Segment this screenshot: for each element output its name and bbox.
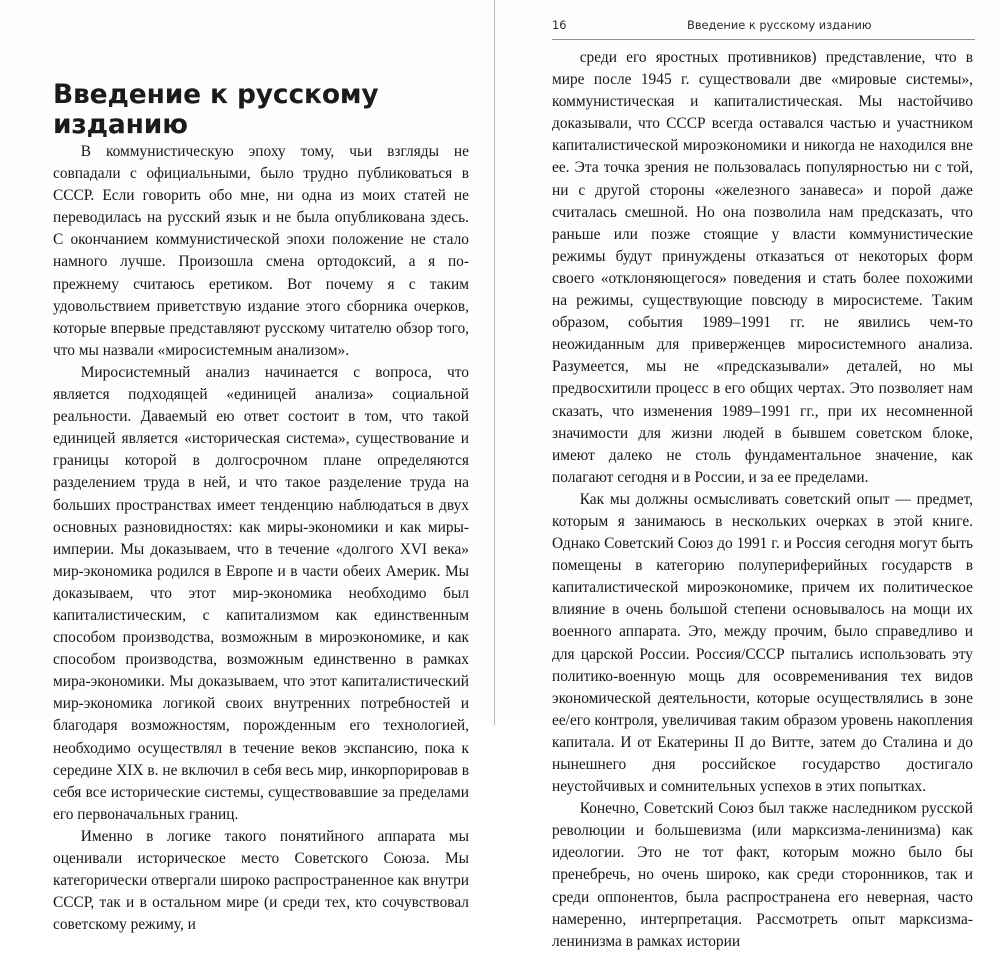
running-header xyxy=(552,18,975,36)
right-page xyxy=(495,0,1000,950)
left-page xyxy=(0,0,494,934)
chapter-title: Введение к русскому изданию xyxy=(53,78,379,141)
right-page-body xyxy=(552,47,973,953)
running-header-rule xyxy=(552,39,975,40)
paragraph: Как мы должны осмысливать советский опыт — предмет, которым я занимаюсь в нескольких очерках в этой книге. Однако Советский Союз до 1991 г. и Россия сегодня могут быть помещены в категорию полупериферийных государств в капиталистической мироэкономике, причем их политическое влияние в очень большой степени основывалось на мощи их военного аппарата. Это, между прочим, было справедливо и для царской России. Россия/СССР пытались использовать эту политико-военную мощь для осовременивания тех видов экономической деятельности, которые осуществлялись в зоне ее/его контроля, увеличивая таким образом уровень накопления капитала. И от Екатерины II до Витте, затем до Сталина и до нынешнего дня российское государство достигало неустойчивых и сомнительных успехов в этих попытках. xyxy=(552,490,973,796)
running-head-title: Введение к русскому изданию xyxy=(687,18,872,32)
page-number: 16 xyxy=(552,18,567,32)
paragraph: Именно в логике такого понятийного аппарата мы оценивали историческое место Советского Союза. Мы категорически отвергали широко распространенное как внутри СССР, так и в остальном мире (и среди тех, кто сочувствовал советскому режиму, и xyxy=(53,827,470,934)
paragraph: В коммунистическую эпоху тому, чьи взгляды не совпадали с официальными, было трудно публиковаться в СССР. Если говорить обо мне, ни одна из моих статей не переводилась на русский язык и не была опубликована здесь. С окончанием коммунистической эпохи положение не стало намного лучше. Произошла смена ортодоксий, а я по-прежнему считаюсь еретиком. Вот почему я с таким удовольствием приветствую издание этого сборника очерков, которые впервые представляют русскому читателю обзор того, что мы назвали «миросистемным анализом». xyxy=(53,143,469,359)
paragraph: Миросистемный анализ начинается с вопроса, что является подходящей «единицей анализа» социальной реальности. Даваемый ею ответ состоит в том, что такой единицей является «историческая система», существование и границы которой в долгосрочном плане определяются разделением труда в ней, и что такое разделение труда на больших пространствах имеет тенденцию наблюдаться в двух основных разновидностях: как миры-экономики и как миры-империи. Мы доказываем, что в течение «долгого XVI века» мир-экономика родился в Европе и в части обеих Америк. Мы доказываем, что этот мир-экономика необходимо был капиталистическим, с капитализмом как единственным способом производства, возможным в мироэкономике, и как способом производства, возможным единственно в рамках мира-экономики. Мы доказываем, что этот капиталистический мир-экономика логикой своих внутренних потребностей и благодаря возможностям, порожденным его технологией, необходимо осуществлял в течение веков экспансию, пока к середине XIX в. не включил в себя весь мир, инкорпорировав в себя все исторические системы, существовавшие за пределами его первоначальных границ. xyxy=(53,363,469,823)
paragraph: Конечно, Советский Союз был также наследником русской революции и большевизма (или марксизма-ленинизма) как идеологии. Это не тот факт, которым можно было бы пренебречь, но очень широко, как среди сторонников, так и среди оппонентов, была распространена его неверная, часто намеренно, интерпретация. Рассмотреть опыт марксизма-ленинизма в рамках истории xyxy=(552,800,973,950)
left-page-body xyxy=(53,141,469,936)
paragraph: среди его яростных противников) представление, что в мире после 1945 г. существовали две «мировые системы», коммунистическая и капиталистическая. Мы настойчиво доказывали, что СССР всегда оставался частью и участником капиталистической мироэкономики и никогда не находился вне ее. Эта точка зрения не пользовалась популярностью ни с той, ни с другой стороны «железного занавеса» и порой даже считалась смешной. Но она позволила нам предсказать, что раньше или позже стоящие у власти коммунистические режимы будут принуждены отказаться от некоторых форм своего «отклоняющегося» поведения и стать более похожими на режимы, существующие повсюду в миросистеме. Таким образом, события 1989–1991 гг. не явились чем-то неожиданным для приверженцев миросистемного анализа. Разумеется, мы не «предсказывали» деталей, но мы предвосхитили процесс в его общих чертах. Это позволяет нам сказать, что изменения 1989–1991 гг., при их несомненной значимости для жизни людей в бывшем советском блоке, имеют далеко не столь фундаментальное значение, как полагают сегодня и в России, и за ее пределами. xyxy=(552,49,973,486)
